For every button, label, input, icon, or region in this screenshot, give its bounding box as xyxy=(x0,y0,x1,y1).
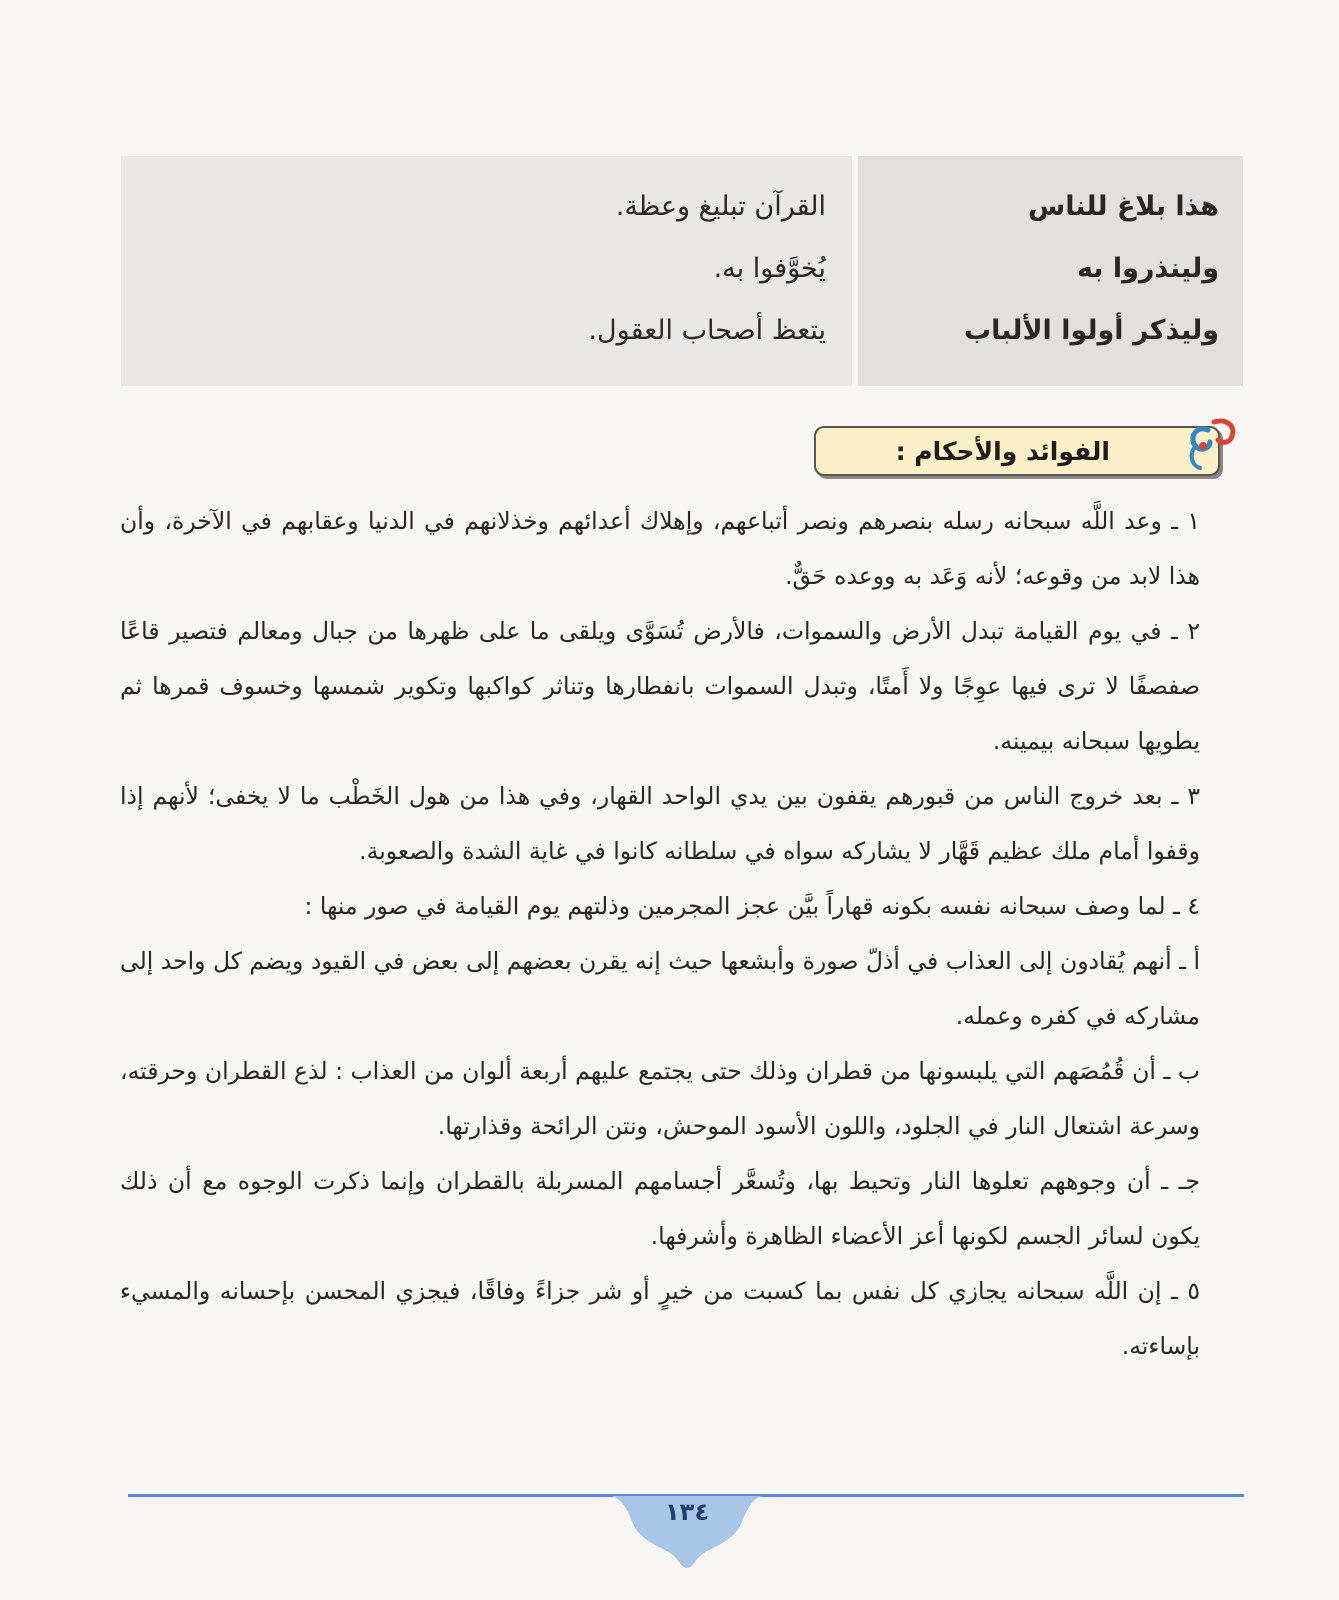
list-item-text: ٥ ـ إن اللَّه سبحانه يجازي كل نفس بما كسبت من خيرٍ أو شر جزاءً وفاقًا، فيجزي المحسن بإحسانه والمسيء بإساءته. xyxy=(120,1277,1200,1360)
list-item xyxy=(120,879,1200,934)
vocabulary-meaning: القرآن تبليغ وعظة. xyxy=(615,191,826,222)
page-number: ١٣٤ xyxy=(665,1498,709,1526)
list-item-text: ٢ ـ في يوم القيامة تبدل الأرض والسموات، فالأرض تُسَوَّى ويلقى ما على ظهرها من جبال ومعالم فتصير قاعًا صفصفًا لا ترى فيها عوِجًا ولا أَمتًا، وتبدل السموات بانفطارها وتناثر كواكبها وتكوير شمسها وخسوف قمرها ثم يطويها سبحانه بيمينه. xyxy=(120,617,1200,755)
list-item-text: ١ ـ وعد اللَّه سبحانه رسله بنصرهم ونصر أتباعهم، وإهلاك أعدائهم وخذلانهم في الدنيا وعقابهم في الآخرة، وأن هذا لابد من وقوعه؛ لأنه وَعَد به ووعده حَقٌّ. xyxy=(120,507,1200,590)
list-item-text: ٤ ـ لما وصف سبحانه نفسه بكونه قهاراً بيَّن عجز المجرمين وذلتهم يوم القيامة في صور منها : xyxy=(304,892,1200,920)
section-heading-box xyxy=(814,426,1220,476)
column-divider xyxy=(852,156,858,386)
section-title: الفوائد والأحكام : xyxy=(895,436,1110,466)
vocabulary-meaning: يتعظ أصحاب العقول. xyxy=(588,315,826,346)
list-item xyxy=(120,1264,1200,1374)
list-item-text: أ ـ أنهم يُقادون إلى العذاب في أذلّ صورة وأبشعها حيث إنه يقرن بعضهم إلى بعض في القيود ويضم كل واحد إلى مشاركه في كفره وعمله. xyxy=(120,947,1200,1030)
vocabulary-words-column xyxy=(858,156,1243,386)
list-item-text: ب ـ أن قُمُصَهم التي يلبسونها من قطران وذلك حتى يجتمع عليهم أربعة ألوان من العذاب : لذع القطران وحرقته، وسرعة اشتعال النار في الجلود، واللون الأسود الموحش، ونتن الرائحة وقذارتها. xyxy=(120,1057,1200,1140)
vocabulary-word: وليذكر أولوا الألباب xyxy=(964,315,1219,346)
vocabulary-word: ولينذروا به xyxy=(1076,253,1219,284)
vocabulary-word: هذا بلاغ للناس xyxy=(1027,191,1219,222)
list-item xyxy=(120,604,1200,769)
fish-ornament-icon xyxy=(1170,416,1240,476)
vocabulary-meanings-column xyxy=(121,156,852,386)
list-item-text: جـ ـ أن وجوههم تعلوها النار وتحيط بها، وتُسعَّر أجسامهم المسربلة بالقطران وإنما ذكرت الوجوه مع أن ذلك يكون لسائر الجسم لكونها أعز الأعضاء الظاهرة وأشرفها. xyxy=(120,1167,1200,1250)
list-subitem xyxy=(120,1044,1200,1154)
list-item xyxy=(120,769,1200,879)
list-subitem xyxy=(120,1154,1200,1264)
list-subitem xyxy=(120,934,1200,1044)
vocabulary-meaning: يُخوَّفوا به. xyxy=(713,253,826,284)
list-item xyxy=(120,494,1200,604)
list-item-text: ٣ ـ بعد خروج الناس من قبورهم يقفون بين يدي الواحد القهار، وفي هذا من هول الخَطْب ما لا يخفى؛ لأنهم إذا وقفوا أمام ملك عظيم قَهَّار لا يشاركه سواه في سلطانه كانوا في غاية الشدة والصعوبة. xyxy=(120,782,1200,865)
benefits-list xyxy=(120,494,1200,1374)
section-heading xyxy=(810,416,1240,484)
vocabulary-table xyxy=(121,156,1243,386)
